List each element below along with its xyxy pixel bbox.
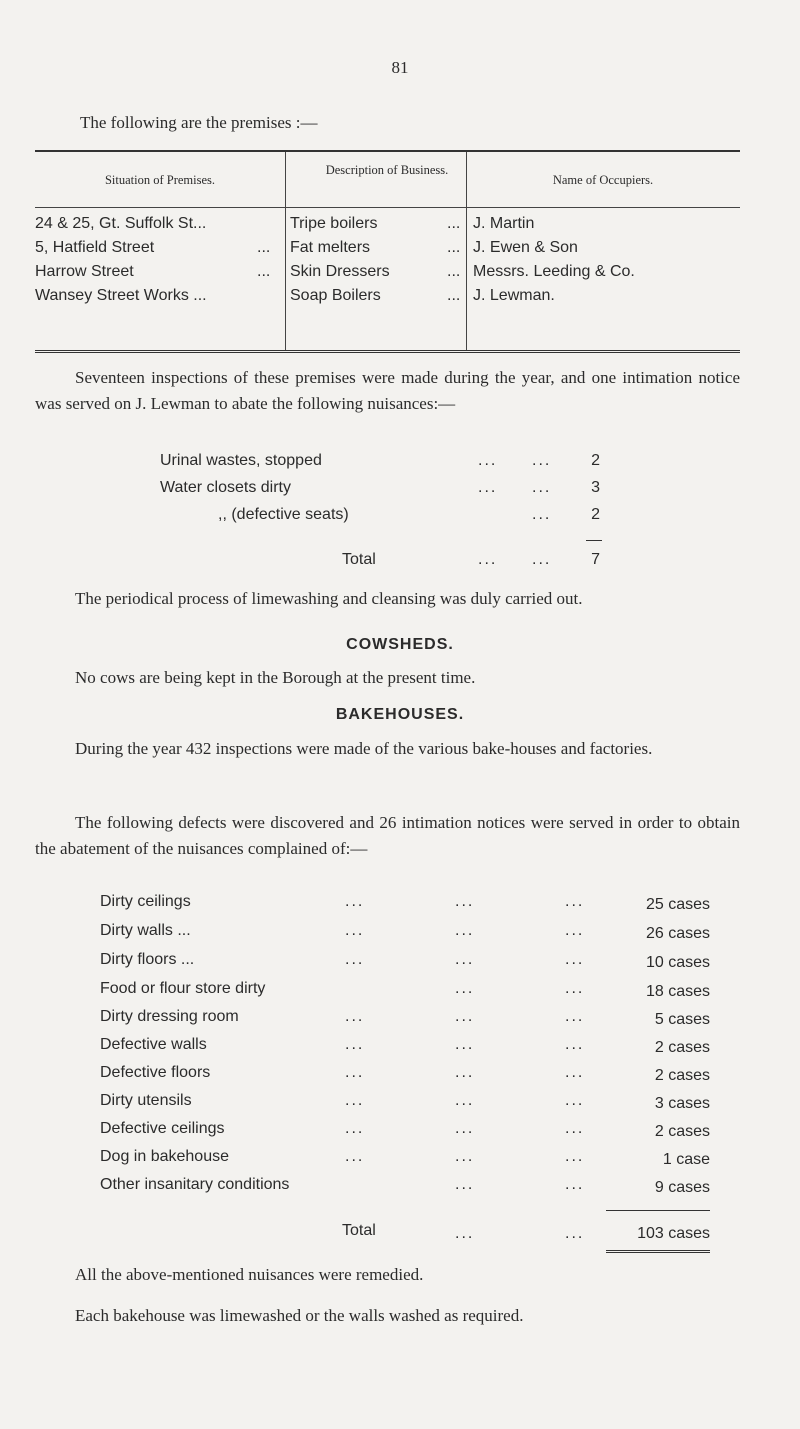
leader-dots: ... [455,1120,475,1137]
cell-occupier: J. Lewman. [473,287,555,304]
defect-count: 1 case [662,1151,710,1168]
defect-label: Other insanitary conditions [100,1176,290,1193]
leader-dots: ... [565,1176,585,1193]
defect-label: Dirty dressing room [100,1008,239,1025]
bakehouses-heading: BAKEHOUSES. [335,706,465,723]
leader-dots: ... [478,551,498,568]
table-bottom-rule [35,350,740,353]
nuisance-count: 2 [591,452,600,469]
header-situation: Situation of Premises. [104,173,216,187]
table-row [35,239,740,263]
leader-dots: ... [345,1092,365,1109]
bakehouses-paragraph-2: The following defects were discovered and 26 intimation notices were served in order to obtain the abatement of the nuisances complained of:— [35,813,740,858]
leader-dots: ... [565,951,585,968]
leader-dots: ... [565,1008,585,1025]
intro-text: The following are the premises :— [80,113,318,132]
cell-occupier: J. Martin [473,215,535,232]
leader-dots: ... [478,479,498,496]
inspections-paragraph: Seventeen inspections of these premises were made during the year, and one intimation notice was served on J. Lewman to abate the following nuisances:— [35,368,740,413]
defect-count: 9 cases [654,1179,710,1196]
leader-dots: ... [565,893,585,910]
defect-label: Dirty floors ... [100,951,195,968]
header-description: Description of Business. [325,163,449,177]
defect-count: 2 cases [654,1123,710,1140]
cell-situation: Wansey Street Works ... [35,287,207,304]
leader-dots: ... [455,922,475,939]
cell-dots: ... [447,263,461,280]
defect-count: 10 cases [645,954,710,971]
defect-label: Defective walls [100,1036,207,1053]
nuisance-label: Water closets dirty [160,479,291,496]
defect-label: Defective ceilings [100,1120,225,1137]
leader-dots: ... [455,1064,475,1081]
leader-dots: ... [532,551,552,568]
premises-table [35,150,740,355]
total-rule [606,1210,710,1211]
leader-dots: ... [345,1036,365,1053]
leader-dots: ... [532,452,552,469]
cowsheds-paragraph: No cows are being kept in the Borough at the present time. [75,668,476,687]
defects-total-label: Total [342,1222,376,1239]
cell-business: Skin Dressers [290,263,390,280]
cowsheds-heading: COWSHEDS. [346,636,454,653]
leader-dots: ... [455,1148,475,1165]
cell-dots: ... [447,239,461,256]
cell-dots: ... [447,287,461,304]
cell-situation: Harrow Street [35,263,134,280]
leader-dots: ... [565,1225,585,1242]
table-top-rule [35,150,740,152]
leader-dots: ... [565,980,585,997]
defect-label: Dog in bakehouse [100,1148,229,1165]
leader-dots: ... [345,893,365,910]
nuisances-total-label: Total [342,551,376,568]
defect-label: Dirty walls ... [100,922,191,939]
cell-dots: ... [447,215,461,232]
leader-dots: ... [345,951,365,968]
leader-dots: ... [455,1036,475,1053]
leader-dots: ... [455,951,475,968]
defects-total-value: 103 cases [637,1225,710,1242]
defect-count: 2 cases [654,1039,710,1056]
bakehouses-paragraph-1: During the year 432 inspections were made of the various bake-houses and factories. [75,739,653,758]
defect-count: 26 cases [645,925,710,942]
leader-dots: ... [565,1120,585,1137]
leader-dots: ... [455,980,475,997]
defect-count: 2 cases [654,1067,710,1084]
limewashing-paragraph: The periodical process of limewashing and cleansing was duly carried out. [75,589,583,608]
defect-label: Dirty utensils [100,1092,192,1109]
leader-dots: ... [565,922,585,939]
leader-dots: ... [345,1120,365,1137]
nuisance-label: Urinal wastes, stopped [160,452,322,469]
leader-dots: ... [345,1064,365,1081]
cell-situation: 24 & 25, Gt. Suffolk St... [35,215,207,232]
leader-dots: ... [345,922,365,939]
leader-dots: ... [532,479,552,496]
nuisances-total-value: 7 [591,551,600,568]
leader-dots: ... [455,1225,475,1242]
nuisance-label: ,, (defective seats) [218,506,349,523]
leader-dots: ... [478,452,498,469]
defect-count: 25 cases [645,896,710,913]
cell-occupier: Messrs. Leeding & Co. [473,263,635,280]
cell-business: Soap Boilers [290,287,381,304]
nuisance-count: 3 [591,479,600,496]
table-row [35,287,740,311]
cell-business: Tripe boilers [290,215,378,232]
total-double-rule [606,1250,710,1253]
cell-dots: ... [257,239,271,256]
cell-business: Fat melters [290,239,371,256]
defect-label: Dirty ceilings [100,893,191,910]
leader-dots: ... [345,1148,365,1165]
cell-situation: 5, Hatfield Street [35,239,155,256]
leader-dots: ... [565,1064,585,1081]
cell-dots: ... [257,263,271,280]
defect-count: 3 cases [654,1095,710,1112]
leader-dots: ... [455,1092,475,1109]
header-occupiers: Name of Occupiers. [552,173,654,187]
defect-count: 18 cases [645,983,710,1000]
leader-dots: ... [532,506,552,523]
defect-label: Defective floors [100,1064,211,1081]
table-row [35,215,740,239]
page-number: 81 [391,58,409,77]
leader-dots: ... [455,1008,475,1025]
leader-dots: ... [345,1008,365,1025]
defect-label: Food or flour store dirty [100,980,266,997]
leader-dots: ... [455,1176,475,1193]
nuisance-count: 2 [591,506,600,523]
total-rule [586,540,602,541]
header-rule [35,207,740,208]
leader-dots: ... [565,1148,585,1165]
defect-count: 5 cases [654,1011,710,1028]
table-row [35,263,740,287]
leader-dots: ... [455,893,475,910]
leader-dots: ... [565,1092,585,1109]
cell-occupier: J. Ewen & Son [473,239,578,256]
limewashed-paragraph: Each bakehouse was limewashed or the walls washed as required. [75,1306,524,1325]
remedied-paragraph: All the above-mentioned nuisances were remedied. [75,1265,424,1284]
leader-dots: ... [565,1036,585,1053]
